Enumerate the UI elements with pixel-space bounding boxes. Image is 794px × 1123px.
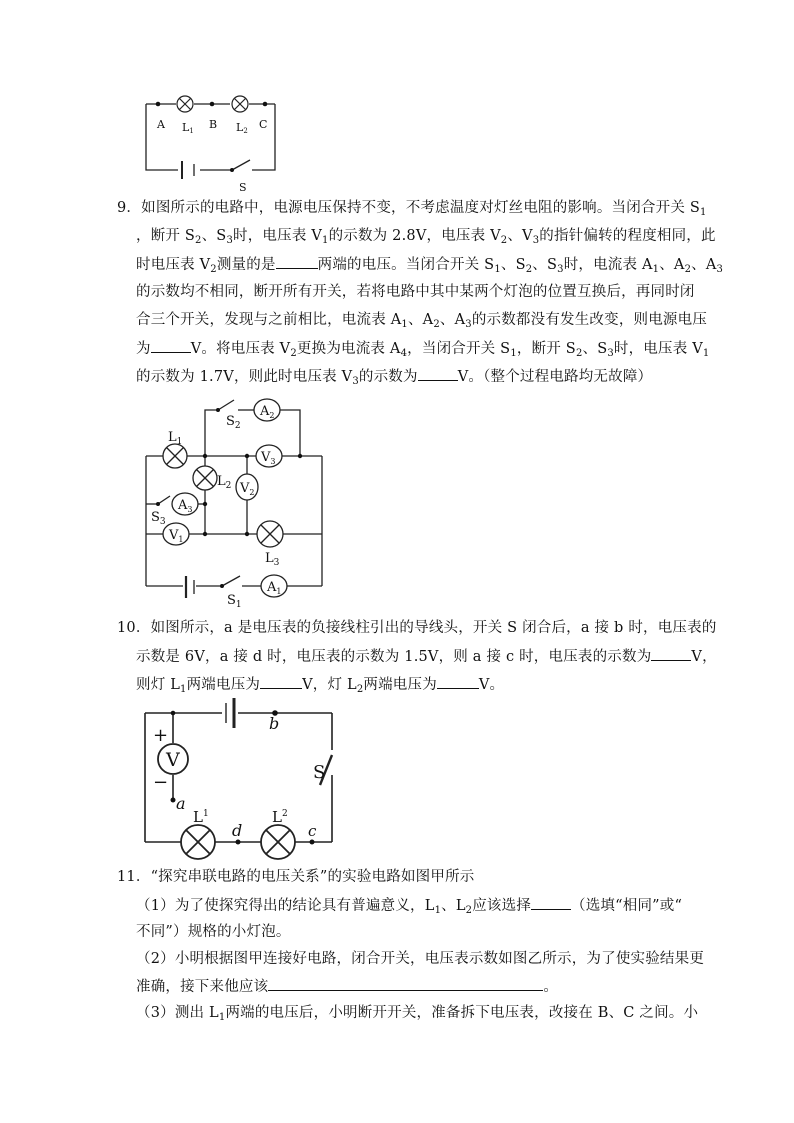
- svg-text:L1: L1: [182, 121, 194, 135]
- svg-text:S2: $S_2$: [226, 414, 241, 431]
- svg-text:V3: $V_3$: [261, 450, 276, 466]
- svg-text:A1: $A_1$: [267, 580, 282, 596]
- voltmeter-label: V: [166, 749, 180, 771]
- svg-text:L2: $L^2$: [272, 808, 288, 826]
- svg-text:V2: $V_2$: [240, 481, 255, 497]
- svg-text:L1: $L_1$: [168, 430, 183, 447]
- node-c-label: C: [259, 118, 268, 131]
- node-b-label: b: [269, 714, 280, 733]
- svg-text:L1: $L^1$: [193, 808, 209, 826]
- svg-text:A3: $A_3$: [178, 498, 193, 514]
- node-a-label: a: [176, 794, 186, 813]
- svg-text:V1: $V_1$: [169, 528, 184, 544]
- answer-blank-11b[interactable]: [268, 976, 543, 991]
- svg-text:+: +: [153, 725, 169, 746]
- svg-text:A2: $A_2$: [260, 404, 275, 420]
- svg-text:L3: $L_3$: [265, 551, 280, 568]
- switch-s-label: S: [239, 181, 247, 194]
- answer-blank-11a[interactable]: [531, 895, 571, 910]
- svg-text:−: −: [153, 772, 169, 793]
- node-a-label: A: [157, 118, 165, 131]
- svg-text:L2: $L_2$: [217, 474, 232, 491]
- node-b-label: B: [209, 118, 218, 131]
- svg-text:L2: L2: [236, 121, 248, 135]
- svg-text:S3: $S_3$: [151, 510, 166, 527]
- node-c-label: c: [308, 822, 317, 840]
- svg-text:S1: $S_1$: [227, 593, 242, 610]
- lamp-l1-icon: [181, 825, 215, 859]
- node-d-label: d: [232, 821, 243, 840]
- switch-s-label: S: [313, 762, 326, 783]
- lamp-l2-icon: [261, 825, 295, 859]
